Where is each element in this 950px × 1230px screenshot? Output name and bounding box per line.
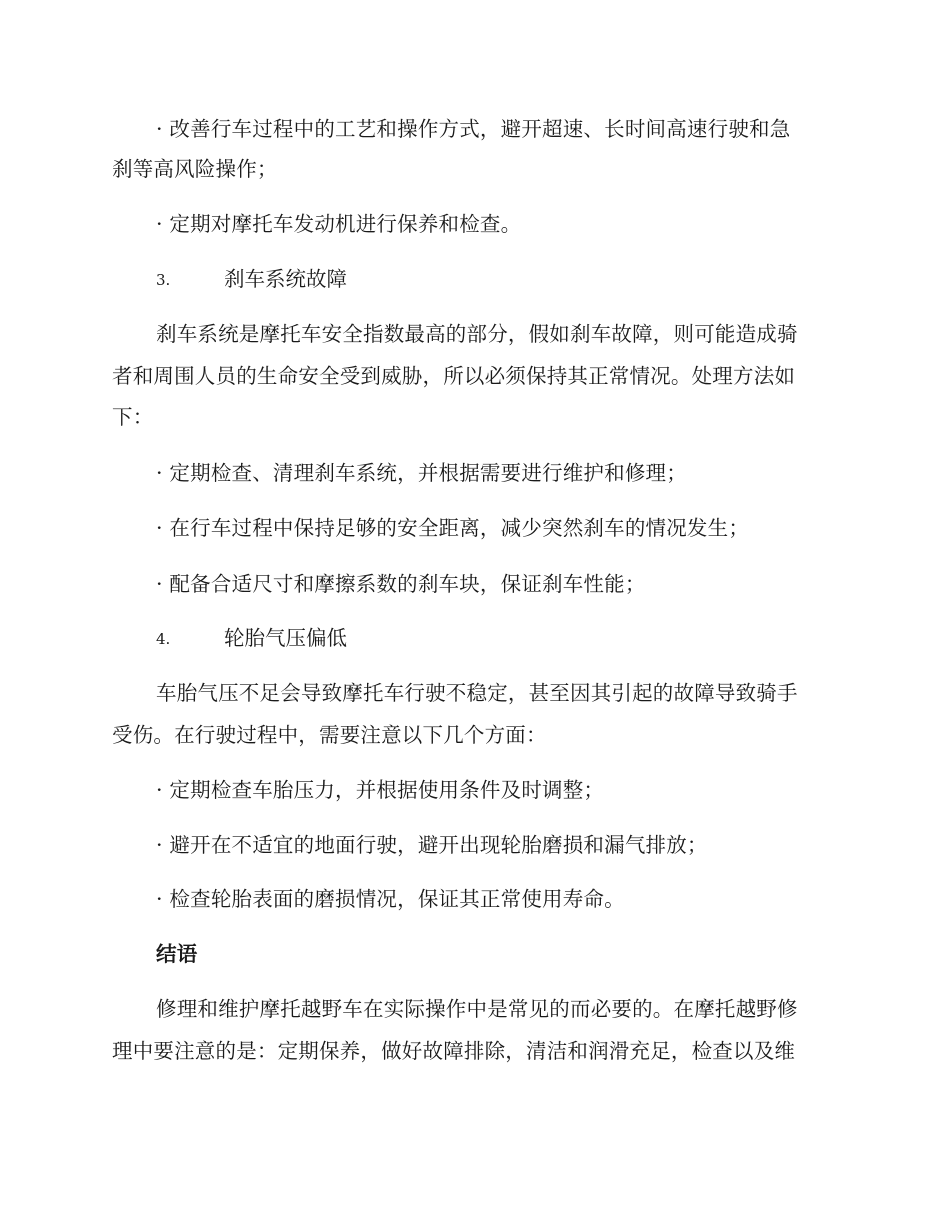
bullet-line: · 改善行车过程中的工艺和操作方式，避开超速、长时间高速行驶和急: [156, 117, 791, 141]
bullet-line: · 定期检查车胎压力，并根据使用条件及时调整；: [156, 778, 605, 802]
bullet-line: · 配备合适尺寸和摩擦系数的刹车块，保证刹车性能；: [156, 572, 646, 596]
bullet-line: · 在行车过程中保持足够的安全距离，减少突然刹车的情况发生；: [156, 516, 750, 540]
bullet-line: · 定期对摩托车发动机进行保养和检查。: [156, 212, 522, 236]
paragraph-line: 刹等高风险操作；: [112, 157, 278, 181]
paragraph-line: 车胎气压不足会导致摩托车行驶不稳定，甚至因其引起的故障导致骑手: [156, 681, 798, 705]
paragraph-line: 受伤。在行驶过程中，需要注意以下几个方面：: [112, 723, 547, 747]
paragraph-line: 刹车系统是摩托车安全指数最高的部分，假如刹车故障，则可能造成骑: [156, 322, 798, 346]
section-number: 3.: [156, 271, 171, 289]
paragraph-line: 者和周围人员的生命安全受到威胁，所以必须保持其正常情况。处理方法如: [112, 364, 796, 388]
paragraph-line: 修理和维护摩托越野车在实际操作中是常见的而必要的。在摩托越野修: [156, 997, 798, 1021]
bullet-line: · 避开在不适宜的地面行驶，避开出现轮胎磨损和漏气排放；: [156, 833, 708, 857]
paragraph-line: 下：: [112, 405, 154, 429]
bullet-line: · 定期检查、清理刹车系统，并根据需要进行维护和修理；: [156, 461, 687, 485]
conclusion-heading: 结语: [156, 942, 198, 966]
paragraph-line: 理中要注意的是：定期保养，做好故障排除，清洁和润滑充足，检查以及维: [112, 1039, 796, 1063]
section-heading: 轮胎气压偏低: [224, 626, 347, 650]
section-heading: 刹车系统故障: [224, 267, 347, 291]
bullet-line: · 检查轮胎表面的磨损情况，保证其正常使用寿命。: [156, 887, 625, 911]
section-number: 4.: [156, 630, 171, 648]
